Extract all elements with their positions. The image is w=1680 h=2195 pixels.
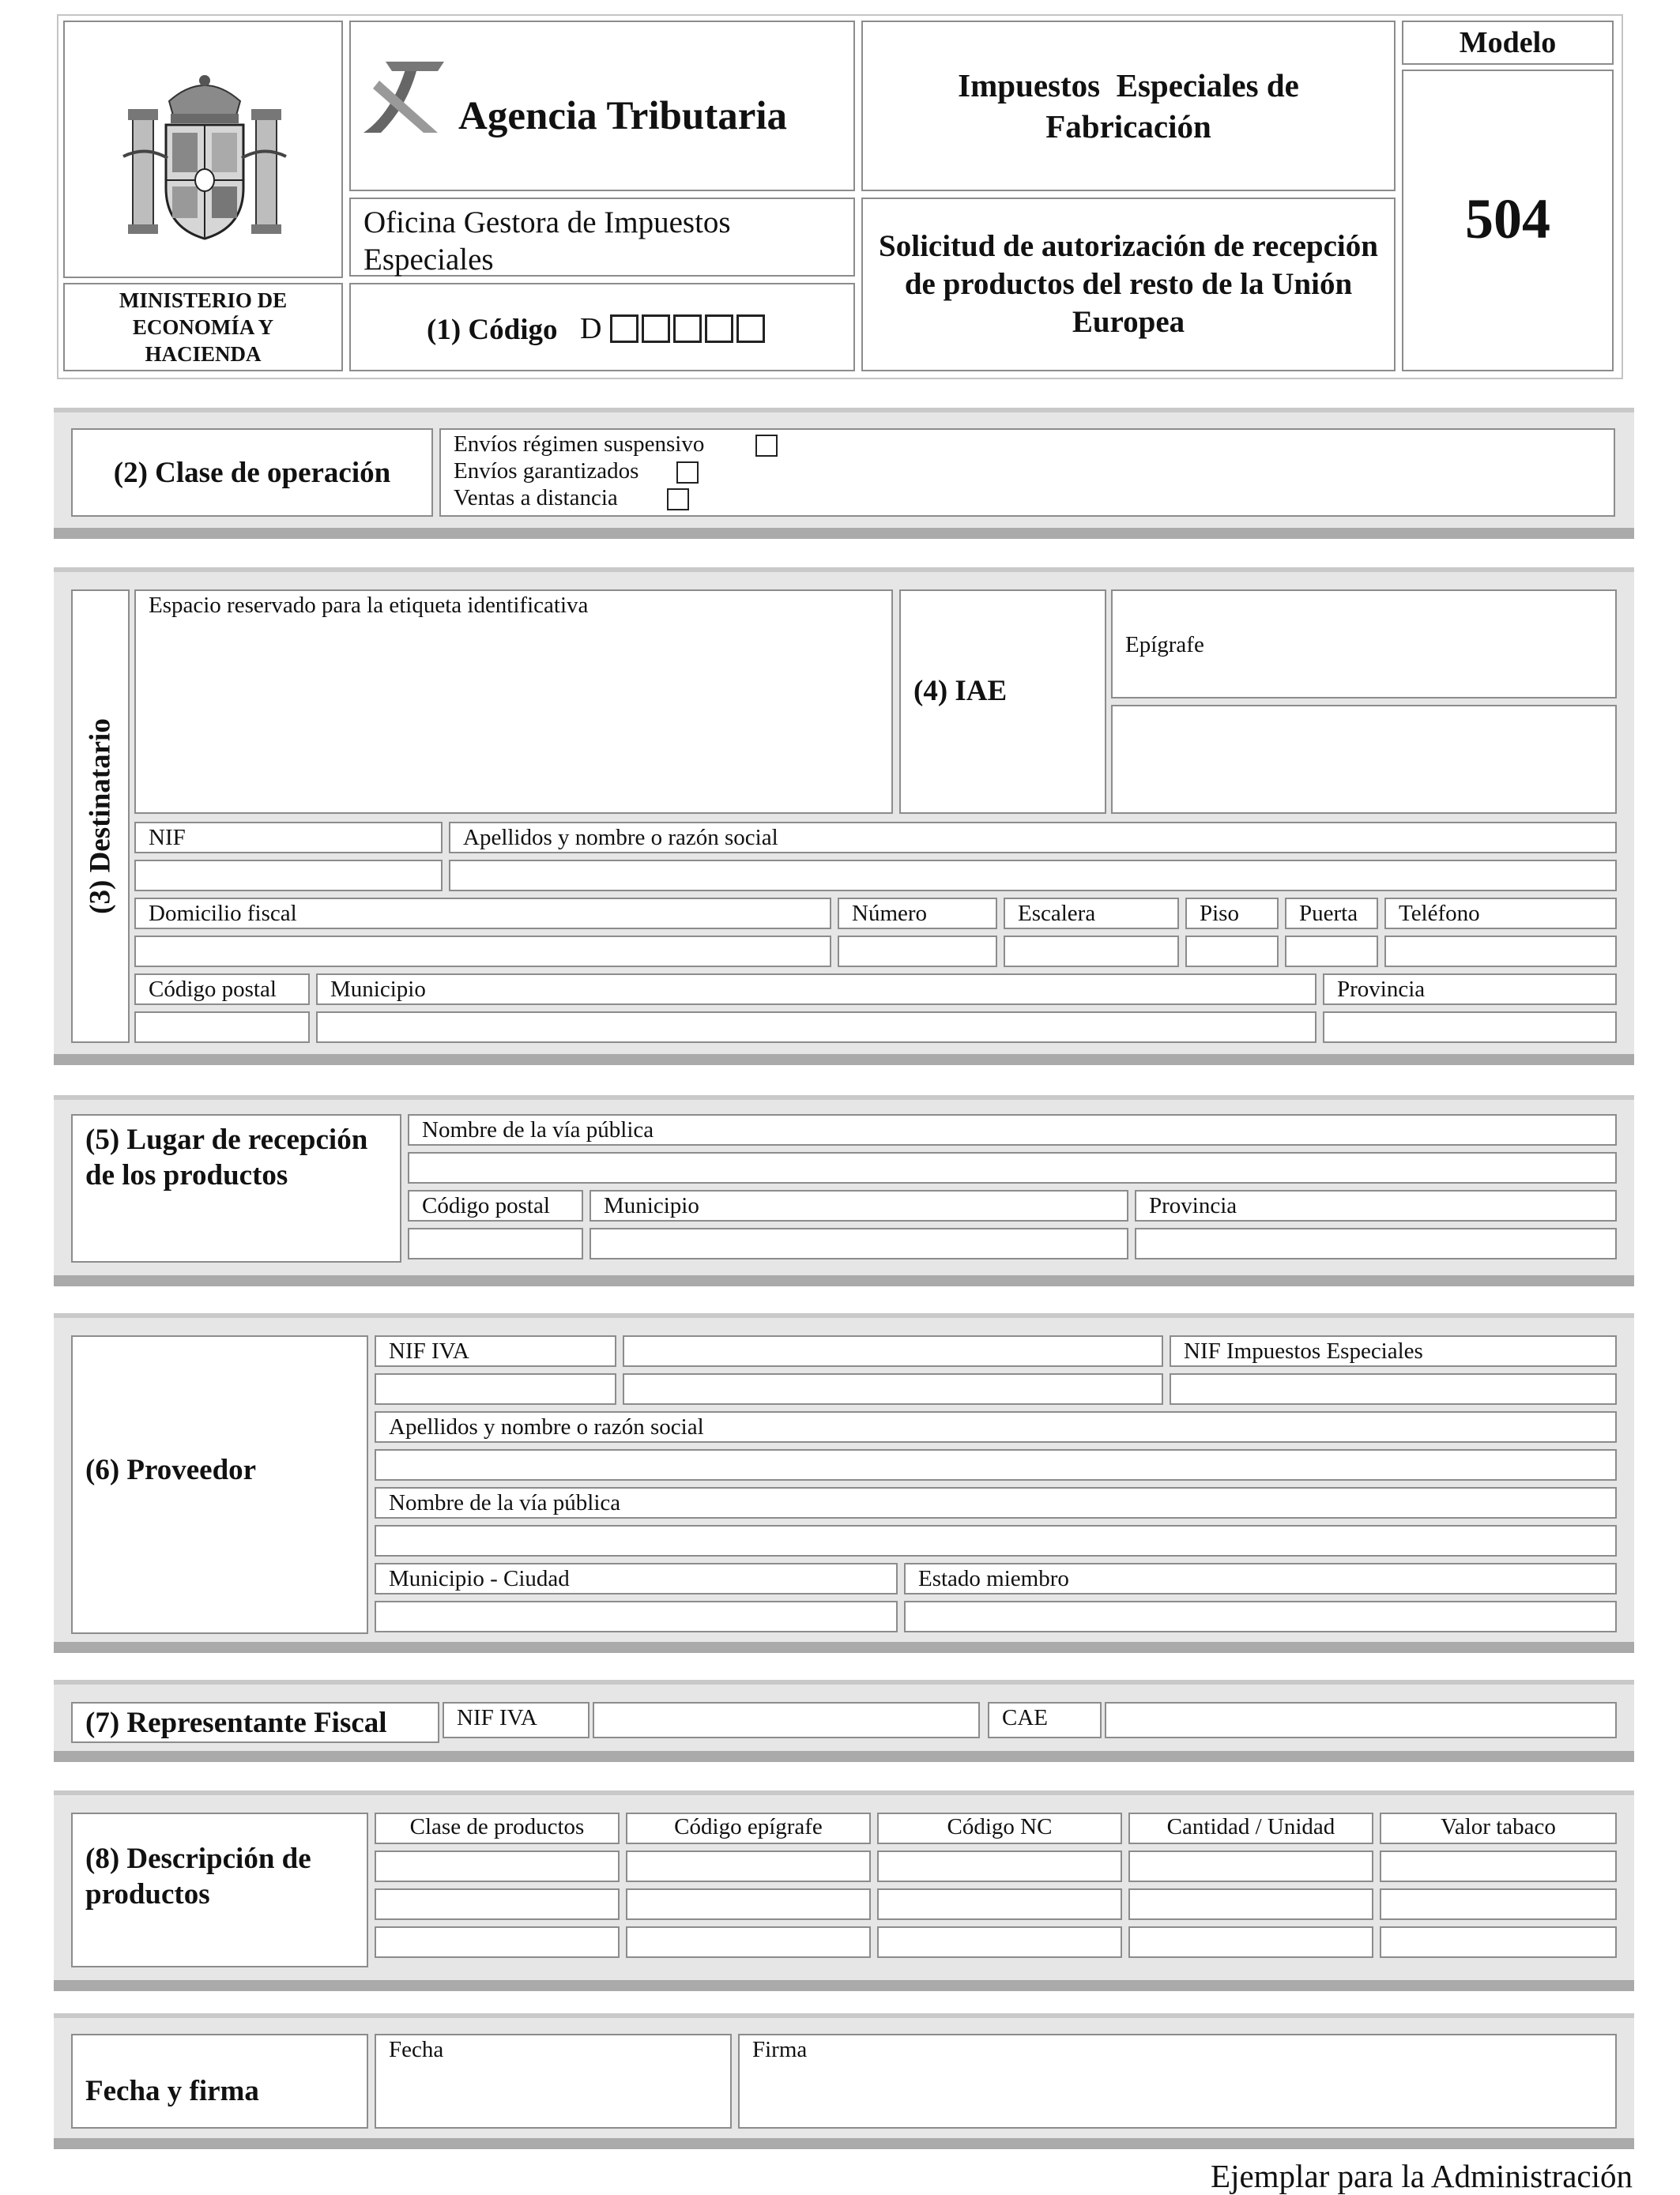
products-column-header: Valor tabaco bbox=[1380, 1813, 1617, 1844]
option-suspensivo[interactable] bbox=[454, 431, 704, 457]
code-label: (1) Código bbox=[427, 314, 558, 346]
products-column-header: Código epígrafe bbox=[626, 1813, 871, 1844]
fiscal-rep-cae-field[interactable] bbox=[1105, 1702, 1617, 1738]
supplier-nif-ie-field[interactable] bbox=[1170, 1373, 1617, 1405]
supplier-nif-ie-label: NIF Impuestos Especiales bbox=[1170, 1335, 1617, 1367]
fiscal-rep-title-box bbox=[71, 1702, 439, 1743]
code-prefix: D bbox=[580, 312, 602, 345]
tax-title-box bbox=[861, 21, 1396, 191]
supplier-name-label: Apellidos y nombre o razón social bbox=[375, 1411, 1617, 1443]
signature-title-box bbox=[71, 2034, 368, 2129]
fiscal-rep-nif-label: NIF IVA bbox=[443, 1702, 590, 1738]
agency-name: Agencia Tributaria bbox=[458, 94, 788, 138]
place-cp-field[interactable] bbox=[408, 1228, 583, 1259]
option-label: Ventas a distancia bbox=[454, 485, 618, 510]
products-cell-input[interactable] bbox=[1380, 1851, 1617, 1882]
products-cell-input[interactable] bbox=[375, 1926, 620, 1958]
products-title: (8) Descripción de productos bbox=[85, 1843, 311, 1911]
office-name: Oficina Gestora de Impuestos Especiales bbox=[363, 205, 731, 277]
products-cell-input[interactable] bbox=[877, 1926, 1122, 1958]
supplier-estado-field[interactable] bbox=[904, 1601, 1617, 1632]
products-cell-input[interactable] bbox=[877, 1888, 1122, 1920]
municipio-label: Municipio bbox=[316, 973, 1317, 1005]
copy-destination: Ejemplar para la Administración bbox=[1211, 2158, 1633, 2194]
checkbox[interactable] bbox=[755, 435, 778, 457]
code-digit-input[interactable] bbox=[673, 314, 702, 343]
option-distancia[interactable] bbox=[454, 485, 618, 511]
products-cell-input[interactable] bbox=[375, 1888, 620, 1920]
place-cp-label: Código postal bbox=[408, 1190, 583, 1222]
telefono-field[interactable] bbox=[1384, 936, 1617, 967]
products-column-header: Código NC bbox=[877, 1813, 1122, 1844]
supplier-via-field[interactable] bbox=[375, 1525, 1617, 1557]
supplier-municipio-label: Municipio - Ciudad bbox=[375, 1563, 898, 1594]
provincia-field[interactable] bbox=[1323, 1011, 1617, 1043]
products-cell-input[interactable] bbox=[1380, 1926, 1617, 1958]
checkbox[interactable] bbox=[667, 488, 689, 510]
agency-logo-icon bbox=[362, 57, 449, 136]
products-title-box bbox=[71, 1813, 368, 1967]
ministry-name: MINISTERIO DE ECONOMÍA Y HACIENDA bbox=[119, 288, 288, 366]
checkbox[interactable] bbox=[676, 461, 699, 484]
ministry-box bbox=[63, 283, 343, 371]
products-cell-input[interactable] bbox=[375, 1851, 620, 1882]
fecha-field[interactable]: Fecha bbox=[375, 2034, 732, 2129]
puerta-field[interactable] bbox=[1285, 936, 1378, 967]
place-via-label: Nombre de la vía pública bbox=[408, 1114, 1617, 1146]
supplier-nif-iva-label: NIF IVA bbox=[375, 1335, 616, 1367]
code-box bbox=[349, 283, 855, 371]
nif-field[interactable] bbox=[134, 860, 443, 891]
epigrafe-field[interactable] bbox=[1111, 705, 1617, 814]
products-cell-input[interactable] bbox=[626, 1851, 871, 1882]
supplier-nif-iva-field-2[interactable] bbox=[623, 1373, 1163, 1405]
products-cell-input[interactable] bbox=[626, 1926, 871, 1958]
office-box bbox=[349, 198, 855, 277]
form-title: Solicitud de autorización de recepción de productos del resto de la Unión Europea bbox=[879, 229, 1378, 339]
tax-title: Impuestos Especiales de Fabricación bbox=[958, 67, 1308, 145]
piso-field[interactable] bbox=[1185, 936, 1279, 967]
fiscal-rep-nif-field[interactable] bbox=[593, 1702, 980, 1738]
supplier-title-box bbox=[71, 1335, 368, 1634]
supplier-name-field[interactable] bbox=[375, 1449, 1617, 1481]
operation-title: (2) Clase de operación bbox=[113, 456, 391, 489]
model-label: Modelo bbox=[1459, 26, 1557, 59]
code-digit-input[interactable] bbox=[642, 314, 670, 343]
epigrafe-label: Epígrafe bbox=[1111, 589, 1617, 698]
supplier-nif-iva-extra[interactable] bbox=[623, 1335, 1163, 1367]
model-label-box bbox=[1402, 21, 1614, 65]
recipient-title: (3) Destinatario bbox=[84, 718, 117, 914]
telefono-label: Teléfono bbox=[1384, 898, 1617, 929]
code-digit-boxes bbox=[610, 314, 765, 343]
iae-title: (4) IAE bbox=[913, 675, 1008, 707]
escalera-label: Escalera bbox=[1004, 898, 1179, 929]
option-garantizados[interactable] bbox=[454, 458, 638, 484]
code-digit-input[interactable] bbox=[736, 314, 765, 343]
place-title: (5) Lugar de recepción de los productos bbox=[85, 1124, 368, 1192]
option-label: Envíos régimen suspensivo bbox=[454, 431, 705, 457]
firma-field[interactable]: Firma bbox=[738, 2034, 1617, 2129]
coat-of-arms-icon bbox=[122, 70, 288, 251]
products-column-header: Cantidad / Unidad bbox=[1128, 1813, 1373, 1844]
ministry-logo-box bbox=[63, 21, 343, 278]
agency-box bbox=[349, 21, 855, 191]
domicilio-field[interactable] bbox=[134, 936, 831, 967]
products-cell-input[interactable] bbox=[1380, 1888, 1617, 1920]
name-label: Apellidos y nombre o razón social bbox=[449, 822, 1617, 853]
place-municipio-field[interactable] bbox=[590, 1228, 1128, 1259]
place-municipio-label: Municipio bbox=[590, 1190, 1128, 1222]
place-title-box bbox=[71, 1114, 401, 1263]
numero-label: Número bbox=[838, 898, 997, 929]
code-digit-input[interactable] bbox=[705, 314, 733, 343]
operation-options-box bbox=[439, 428, 1615, 517]
supplier-title: (6) Proveedor bbox=[85, 1454, 257, 1486]
products-cell-input[interactable] bbox=[1128, 1888, 1373, 1920]
fiscal-rep-cae-label: CAE bbox=[988, 1702, 1102, 1738]
model-number: 504 bbox=[1465, 187, 1550, 250]
domicilio-label: Domicilio fiscal bbox=[134, 898, 831, 929]
supplier-via-label: Nombre de la vía pública bbox=[375, 1487, 1617, 1519]
label-space[interactable]: Espacio reservado para la etiqueta identificativa bbox=[134, 589, 893, 814]
model-number-box bbox=[1402, 70, 1614, 371]
name-field[interactable] bbox=[449, 860, 1617, 891]
products-column-header: Clase de productos bbox=[375, 1813, 620, 1844]
products-cell-input[interactable] bbox=[877, 1851, 1122, 1882]
option-label: Envíos garantizados bbox=[454, 458, 639, 484]
fiscal-rep-title: (7) Representante Fiscal bbox=[85, 1707, 387, 1739]
recipient-title-box bbox=[71, 589, 130, 1043]
provincia-label: Provincia bbox=[1323, 973, 1617, 1005]
products-cell-input[interactable] bbox=[626, 1888, 871, 1920]
form-title-box bbox=[861, 198, 1396, 371]
place-provincia-label: Provincia bbox=[1135, 1190, 1617, 1222]
municipio-field[interactable] bbox=[316, 1011, 1317, 1043]
supplier-municipio-field[interactable] bbox=[375, 1601, 898, 1632]
iae-box bbox=[899, 589, 1106, 814]
nif-label: NIF bbox=[134, 822, 443, 853]
cp-field[interactable] bbox=[134, 1011, 310, 1043]
place-provincia-field[interactable] bbox=[1135, 1228, 1617, 1259]
operation-title-box bbox=[71, 428, 433, 517]
code-digit-input[interactable] bbox=[610, 314, 638, 343]
cp-label: Código postal bbox=[134, 973, 310, 1005]
numero-field[interactable] bbox=[838, 936, 997, 967]
supplier-nif-iva-field[interactable] bbox=[375, 1373, 616, 1405]
products-cell-input[interactable] bbox=[1128, 1926, 1373, 1958]
supplier-estado-label: Estado miembro bbox=[904, 1563, 1617, 1594]
puerta-label: Puerta bbox=[1285, 898, 1378, 929]
place-via-field[interactable] bbox=[408, 1152, 1617, 1184]
piso-label: Piso bbox=[1185, 898, 1279, 929]
escalera-field[interactable] bbox=[1004, 936, 1179, 967]
products-cell-input[interactable] bbox=[1128, 1851, 1373, 1882]
signature-title: Fecha y firma bbox=[85, 2075, 259, 2107]
